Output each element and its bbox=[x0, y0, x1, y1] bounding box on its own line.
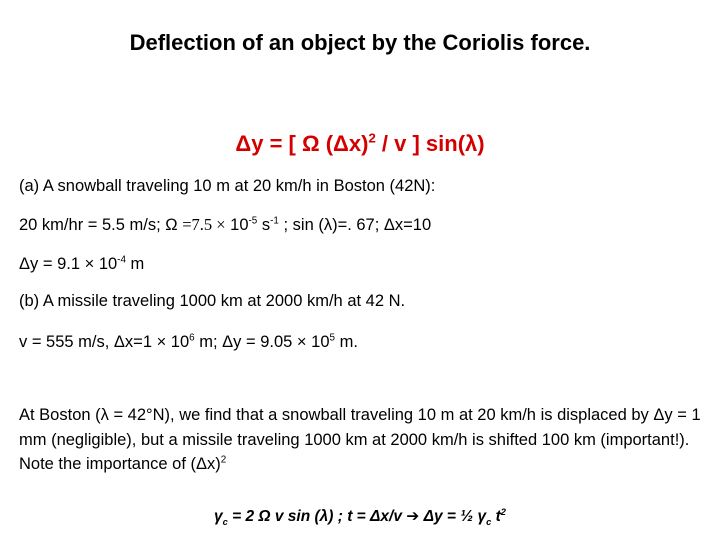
calc-part-3: m. bbox=[335, 333, 358, 351]
conv-part-4: ; sin (λ)=. 67; Δx=10 bbox=[278, 216, 432, 234]
gamma-symbol: γ bbox=[214, 508, 223, 525]
slide-title: Deflection of an object by the Coriolis force. bbox=[129, 30, 591, 55]
final-part-1: = 2 Ω v sin (λ) ; t = Δx/v bbox=[227, 508, 407, 525]
final-formula bbox=[0, 507, 720, 526]
calc-part-2: m; Δy = 9.05 × 10 bbox=[194, 333, 330, 351]
gamma-subscript-2: c bbox=[486, 517, 492, 528]
deflection-formula bbox=[0, 131, 720, 157]
calc-exponent-1: 6 bbox=[189, 332, 195, 344]
conclusion-text: At Boston (λ = 42°N), we find that a snowball traveling 10 m at 20 km/h is displaced by Δy = 1 mm (negligible), but a missile traveling 1000 km at 2000 km/h is shifted 100 km (important!). Note the importance of (Δx) bbox=[19, 406, 701, 473]
conclusion-paragraph bbox=[19, 403, 709, 477]
result-exponent: -4 bbox=[117, 254, 126, 266]
example-a-heading: (a) A snowball traveling 10 m at 20 km/h in Boston (42N): bbox=[19, 177, 436, 195]
conv-omega-value: =7.5 × bbox=[182, 215, 226, 234]
formula-exponent: 2 bbox=[368, 130, 376, 146]
example-b-heading: (b) A missile traveling 1000 km at 2000 km/h at 42 N. bbox=[19, 292, 406, 310]
final-part-2: Δy = ½ γ bbox=[419, 508, 487, 525]
gamma-subscript: c bbox=[222, 517, 228, 528]
conv-part-2: 10 bbox=[225, 216, 249, 234]
result-part-2: m bbox=[125, 255, 145, 273]
calc-exponent-2: 5 bbox=[329, 332, 336, 344]
conv-exponent-1: -5 bbox=[248, 215, 258, 227]
conclusion-exponent: 2 bbox=[220, 454, 227, 466]
formula-part-a: Δy = [ Ω (Δx) bbox=[235, 131, 369, 156]
calc-part-1: v = 555 m/s, Δx=1 × 10 bbox=[19, 333, 190, 351]
conv-part-1: 20 km/hr = 5.5 m/s; Ω bbox=[19, 216, 183, 234]
example-a-conversion bbox=[19, 215, 431, 235]
conv-part-3: s bbox=[257, 216, 271, 234]
example-a-result bbox=[19, 255, 144, 274]
arrow-right-icon: ➔ bbox=[406, 508, 420, 525]
example-b-calculation bbox=[19, 333, 358, 352]
result-part-1: Δy = 9.1 × 10 bbox=[19, 255, 118, 273]
final-part-3: t bbox=[491, 508, 501, 525]
formula-part-b: / v ] sin(λ) bbox=[375, 131, 485, 156]
conv-exponent-2: -1 bbox=[270, 215, 279, 227]
final-exponent: 2 bbox=[500, 506, 506, 517]
